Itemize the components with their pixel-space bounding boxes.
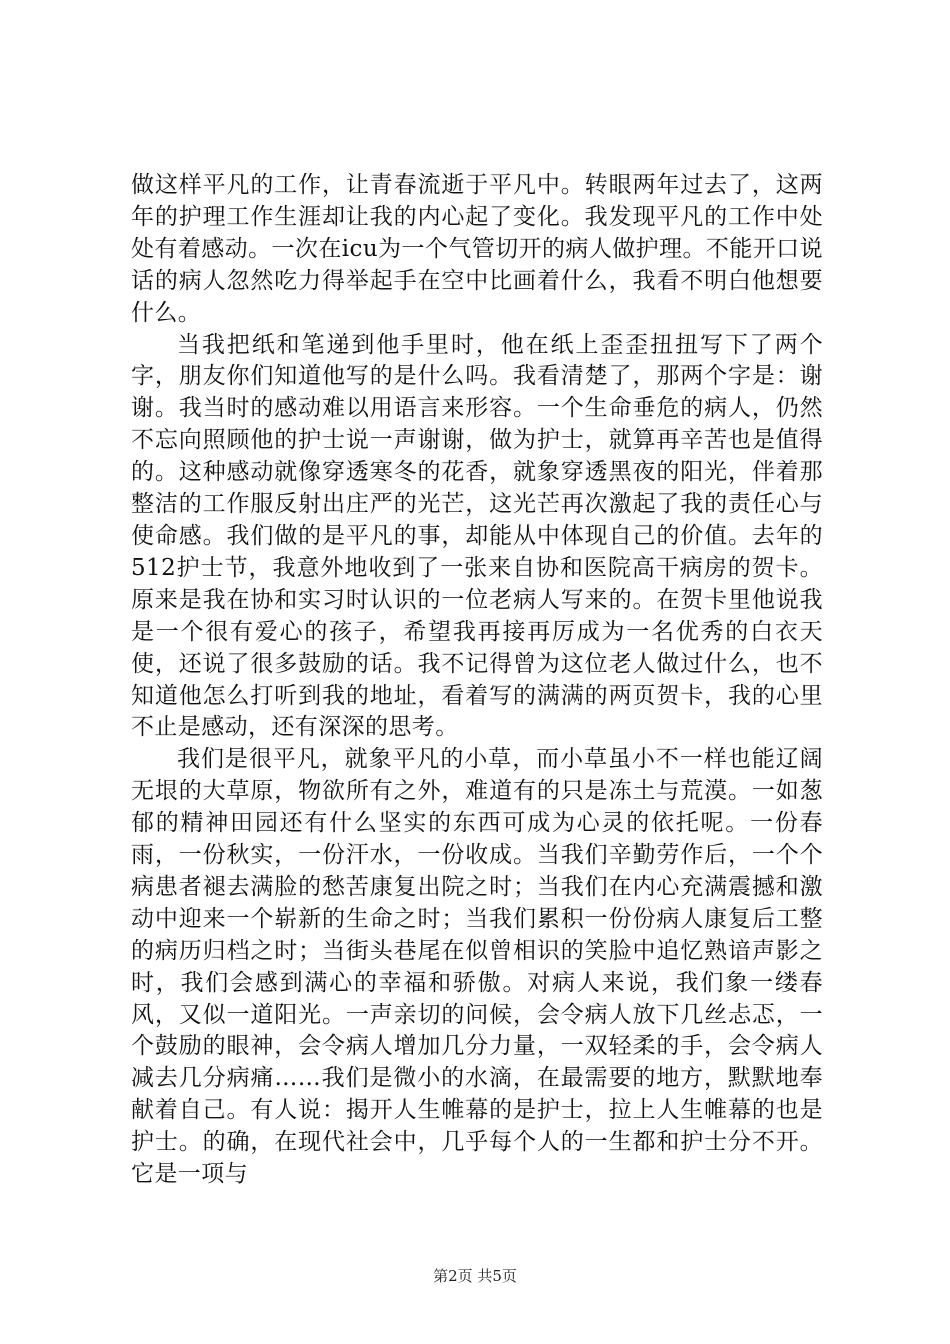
paragraph-1: 做这样平凡的工作，让青春流逝于平凡中。转眼两年过去了，这两年的护理工作生涯却让我的内心起了变化。我发现平凡的工作中处处有着感动。一次在icu为一个气管切开的病人做护理。不能开口说话的病人忽然吃力得举起手在空中比画着什么，我看不明白他想要什么。 bbox=[131, 172, 823, 326]
paragraph-3: 我们是很平凡，就象平凡的小草，而小草虽小不一样也能辽阔无垠的大草原，物欲所有之外，难道有的只是冻土与荒漠。一如葱郁的精神田园还有什么坚实的东西可成为心灵的依托呢。一份春雨，一份秋实，一份汗水，一份收成。当我们辛勤劳作后，一个个病患者褪去满脸的愁苦康复出院之时；当我们在内心充满震撼和激动中迎来一个崭新的生命之时；当我们累积一份份病人康复后工整的病历归档之时；当街头巷尾在似曾相识的笑脸中追忆熟谙声影之时，我们会感到满心的幸福和骄傲。对病人来说，我们象一缕春风，又似一道阳光。一声亲切的问候，会令病人放下几丝忐忑，一个鼓励的眼神，会令病人增加几分力量，一双轻柔的手，会令病人减去几分病痛……我们是微小的水滴，在最需要的地方，默默地奉献着自己。有人说：揭开人生帷幕的是护士，拉上人生帷幕的也是护士。的确，在现代社会中，几乎每个人的一生都和护士分不开。它是一项与 bbox=[131, 746, 823, 1188]
document-body bbox=[131, 170, 823, 1191]
page-footer bbox=[0, 1266, 950, 1286]
paragraph-2: 当我把纸和笔递到他手里时，他在纸上歪歪扭扭写下了两个字，朋友你们知道他写的是什么吗。我看清楚了，那两个字是：谢谢。我当时的感动难以用语言来形容。一个生命垂危的病人，仍然不忘向照顾他的护士说一声谢谢，做为护士，就算再辛苦也是值得的。这种感动就像穿透寒冬的花香，就象穿透黑夜的阳光，伴着那整洁的工作服反射出庄严的光芒，这光芒再次激起了我的责任心与使命感。我们做的是平凡的事，却能从中体现自己的价值。去年的512护士节，我意外地收到了一张来自协和医院高干病房的贺卡。原来是我在协和实习时认识的一位老病人写来的。在贺卡里他说我是一个很有爱心的孩子，希望我再接再厉成为一名优秀的白衣天使，还说了很多鼓励的话。我不记得曾为这位老人做过什么，也不知道他怎么打听到我的地址，看着写的满满的两页贺卡，我的心里不止是感动，还有深深的思考。 bbox=[131, 331, 823, 741]
page-number: 第2页 共5页 bbox=[433, 1267, 517, 1285]
